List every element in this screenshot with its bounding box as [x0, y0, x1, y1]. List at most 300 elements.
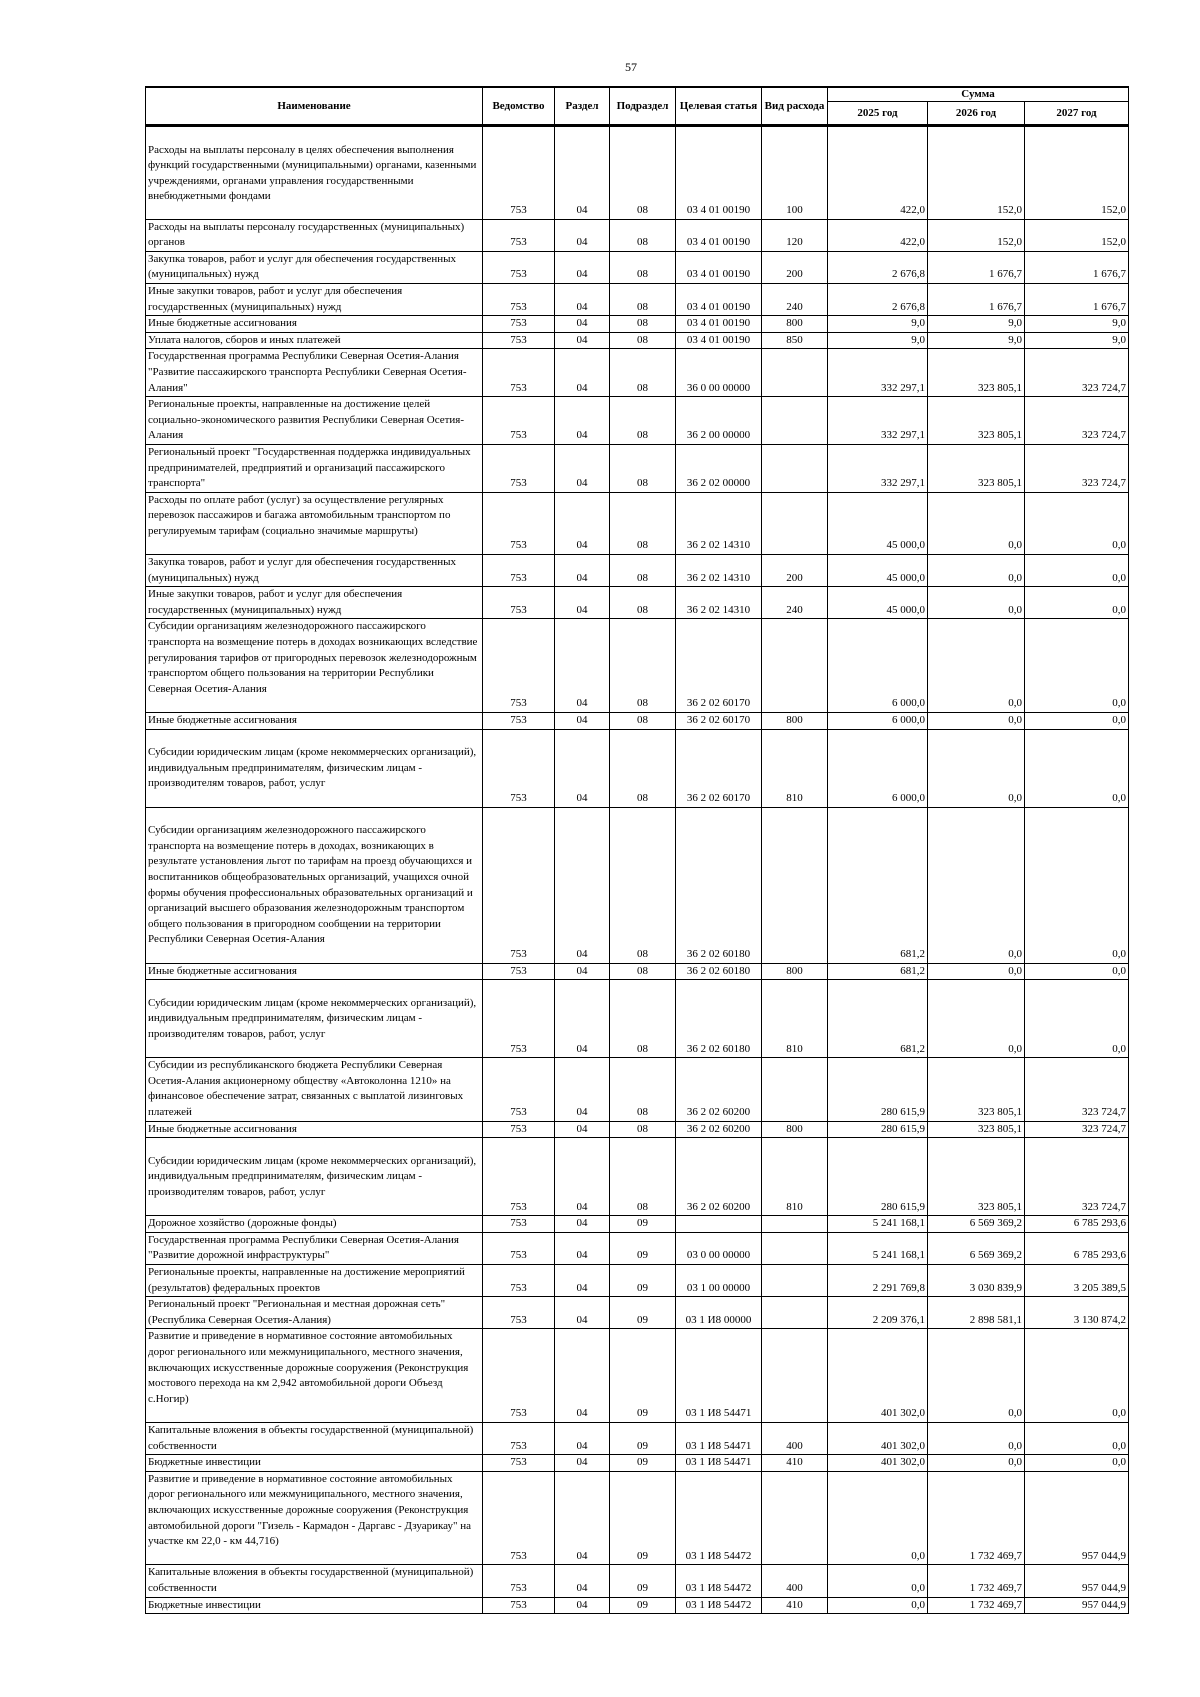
amount-2026-cell: 323 805,1 — [928, 1058, 1025, 1121]
vedomstvo-cell: 753 — [483, 1455, 555, 1472]
amount-2026-cell: 1 732 469,7 — [928, 1471, 1025, 1565]
vid-raskhoda-cell: 810 — [762, 1138, 828, 1216]
table-row — [146, 397, 1129, 445]
row-name-cell: Дорожное хозяйство (дорожные фонды) — [146, 1216, 483, 1233]
amount-2025-cell: 6 000,0 — [828, 729, 928, 807]
amount-2026-cell: 0,0 — [928, 1422, 1025, 1454]
amount-2025-cell: 45 000,0 — [828, 555, 928, 587]
celevaya-statya-cell: 36 2 00 00000 — [676, 397, 762, 445]
podrazdel-cell: 08 — [610, 126, 676, 220]
amount-2027-cell: 323 724,7 — [1025, 1121, 1129, 1138]
amount-2027-cell: 1 676,7 — [1025, 283, 1129, 315]
vedomstvo-cell: 753 — [483, 1216, 555, 1233]
amount-2027-cell: 0,0 — [1025, 729, 1129, 807]
amount-2025-cell: 2 676,8 — [828, 251, 928, 283]
amount-2027-cell: 323 724,7 — [1025, 1058, 1129, 1121]
vedomstvo-cell: 753 — [483, 619, 555, 713]
razdel-cell: 04 — [555, 713, 610, 730]
table-row — [146, 1422, 1129, 1454]
amount-2026-cell: 323 805,1 — [928, 397, 1025, 445]
vid-raskhoda-cell: 800 — [762, 713, 828, 730]
vedomstvo-cell: 753 — [483, 1565, 555, 1597]
amount-2026-cell: 152,0 — [928, 126, 1025, 220]
celevaya-statya-cell: 36 2 02 60180 — [676, 980, 762, 1058]
vedomstvo-cell: 753 — [483, 492, 555, 554]
amount-2027-cell: 323 724,7 — [1025, 1138, 1129, 1216]
row-name-cell: Иные бюджетные ассигнования — [146, 1121, 483, 1138]
vid-raskhoda-cell: 100 — [762, 126, 828, 220]
amount-2026-cell: 0,0 — [928, 492, 1025, 554]
vedomstvo-cell: 753 — [483, 126, 555, 220]
amount-2027-cell: 0,0 — [1025, 807, 1129, 963]
vid-raskhoda-cell — [762, 1329, 828, 1423]
table-row — [146, 980, 1129, 1058]
table-row — [146, 1058, 1129, 1121]
amount-2025-cell: 45 000,0 — [828, 587, 928, 619]
razdel-cell: 04 — [555, 1121, 610, 1138]
podrazdel-cell: 08 — [610, 444, 676, 492]
razdel-cell: 04 — [555, 729, 610, 807]
row-name-cell: Бюджетные инвестиции — [146, 1597, 483, 1614]
podrazdel-cell: 08 — [610, 1058, 676, 1121]
amount-2026-cell: 0,0 — [928, 1329, 1025, 1423]
amount-2026-cell: 0,0 — [928, 963, 1025, 980]
table-row — [146, 126, 1129, 220]
row-name-cell: Иные бюджетные ассигнования — [146, 963, 483, 980]
vedomstvo-cell: 753 — [483, 1297, 555, 1329]
vedomstvo-cell: 753 — [483, 1422, 555, 1454]
row-name-cell: Иные закупки товаров, работ и услуг для обеспечения государственных (муниципальных) нужд — [146, 587, 483, 619]
amount-2027-cell: 6 785 293,6 — [1025, 1216, 1129, 1233]
table-body — [146, 126, 1129, 1614]
table-row — [146, 444, 1129, 492]
amount-2025-cell: 9,0 — [828, 316, 928, 333]
row-name-cell: Субсидии юридическим лицам (кроме некоммерческих организаций), индивидуальным предпринимателям, физическим лицам - производителям товаров, работ, услуг — [146, 1138, 483, 1216]
razdel-cell: 04 — [555, 1232, 610, 1264]
vid-raskhoda-cell: 400 — [762, 1422, 828, 1454]
amount-2026-cell: 1 676,7 — [928, 251, 1025, 283]
celevaya-statya-cell: 03 4 01 00190 — [676, 219, 762, 251]
header-vid-raskhoda: Вид расхода — [762, 87, 828, 126]
vedomstvo-cell: 753 — [483, 251, 555, 283]
table-row — [146, 729, 1129, 807]
celevaya-statya-cell: 03 1 И8 00000 — [676, 1297, 762, 1329]
vid-raskhoda-cell: 200 — [762, 555, 828, 587]
table-row — [146, 349, 1129, 397]
amount-2027-cell: 0,0 — [1025, 963, 1129, 980]
amount-2027-cell: 957 044,9 — [1025, 1471, 1129, 1565]
amount-2025-cell: 401 302,0 — [828, 1329, 928, 1423]
celevaya-statya-cell: 36 2 02 60200 — [676, 1058, 762, 1121]
vid-raskhoda-cell: 400 — [762, 1565, 828, 1597]
vid-raskhoda-cell: 800 — [762, 1121, 828, 1138]
header-name: Наименование — [146, 87, 483, 126]
razdel-cell: 04 — [555, 251, 610, 283]
amount-2027-cell: 0,0 — [1025, 713, 1129, 730]
amount-2027-cell: 0,0 — [1025, 1329, 1129, 1423]
podrazdel-cell: 09 — [610, 1232, 676, 1264]
amount-2027-cell: 152,0 — [1025, 126, 1129, 220]
razdel-cell: 04 — [555, 492, 610, 554]
amount-2026-cell: 323 805,1 — [928, 349, 1025, 397]
header-year-2026: 2026 год — [928, 102, 1025, 126]
vid-raskhoda-cell: 800 — [762, 316, 828, 333]
celevaya-statya-cell: 03 4 01 00190 — [676, 251, 762, 283]
razdel-cell: 04 — [555, 1422, 610, 1454]
amount-2026-cell: 0,0 — [928, 729, 1025, 807]
row-name-cell: Региональные проекты, направленные на достижение целей социально-экономического развития Республики Северная Осетия-Алания — [146, 397, 483, 445]
vid-raskhoda-cell: 800 — [762, 963, 828, 980]
vedomstvo-cell: 753 — [483, 963, 555, 980]
vid-raskhoda-cell — [762, 807, 828, 963]
table-row — [146, 1329, 1129, 1423]
row-name-cell: Региональный проект "Региональная и местная дорожная сеть" (Республика Северная Осетия-Алания) — [146, 1297, 483, 1329]
razdel-cell: 04 — [555, 1329, 610, 1423]
row-name-cell: Иные бюджетные ассигнования — [146, 713, 483, 730]
celevaya-statya-cell: 03 4 01 00190 — [676, 126, 762, 220]
header-year-2027: 2027 год — [1025, 102, 1129, 126]
amount-2026-cell: 1 732 469,7 — [928, 1565, 1025, 1597]
vid-raskhoda-cell — [762, 1058, 828, 1121]
vedomstvo-cell: 753 — [483, 729, 555, 807]
amount-2025-cell: 681,2 — [828, 963, 928, 980]
vid-raskhoda-cell — [762, 1216, 828, 1233]
podrazdel-cell: 08 — [610, 587, 676, 619]
amount-2027-cell: 1 676,7 — [1025, 251, 1129, 283]
vedomstvo-cell: 753 — [483, 807, 555, 963]
razdel-cell: 04 — [555, 1471, 610, 1565]
podrazdel-cell: 08 — [610, 555, 676, 587]
celevaya-statya-cell: 03 1 И8 54472 — [676, 1471, 762, 1565]
podrazdel-cell: 09 — [610, 1471, 676, 1565]
vid-raskhoda-cell: 410 — [762, 1597, 828, 1614]
budget-table-wrapper — [145, 86, 1128, 1614]
amount-2025-cell: 280 615,9 — [828, 1058, 928, 1121]
razdel-cell: 04 — [555, 316, 610, 333]
podrazdel-cell: 09 — [610, 1297, 676, 1329]
table-row — [146, 587, 1129, 619]
podrazdel-cell: 08 — [610, 349, 676, 397]
razdel-cell: 04 — [555, 397, 610, 445]
podrazdel-cell: 08 — [610, 492, 676, 554]
amount-2026-cell: 0,0 — [928, 619, 1025, 713]
amount-2025-cell: 280 615,9 — [828, 1121, 928, 1138]
podrazdel-cell: 09 — [610, 1264, 676, 1296]
amount-2025-cell: 6 000,0 — [828, 619, 928, 713]
vid-raskhoda-cell: 200 — [762, 251, 828, 283]
amount-2026-cell: 323 805,1 — [928, 444, 1025, 492]
row-name-cell: Уплата налогов, сборов и иных платежей — [146, 332, 483, 349]
row-name-cell: Развитие и приведение в нормативное состояние автомобильных дорог регионального или межмуниципального, местного значения, включающих искусственные дорожные сооружения (Реконструкция автомобильной дороги "Гизель - Кармадон - Даргавс - Дзуарикау" на участке км 22,0 - км 44,716) — [146, 1471, 483, 1565]
amount-2025-cell: 45 000,0 — [828, 492, 928, 554]
vid-raskhoda-cell — [762, 397, 828, 445]
amount-2025-cell: 5 241 168,1 — [828, 1216, 928, 1233]
row-name-cell: Субсидии юридическим лицам (кроме некоммерческих организаций), индивидуальным предпринимателям, физическим лицам - производителям товаров, работ, услуг — [146, 729, 483, 807]
amount-2025-cell: 401 302,0 — [828, 1455, 928, 1472]
razdel-cell: 04 — [555, 1264, 610, 1296]
amount-2027-cell: 6 785 293,6 — [1025, 1232, 1129, 1264]
amount-2025-cell: 681,2 — [828, 980, 928, 1058]
amount-2025-cell: 9,0 — [828, 332, 928, 349]
amount-2026-cell: 0,0 — [928, 555, 1025, 587]
razdel-cell: 04 — [555, 555, 610, 587]
table-row — [146, 219, 1129, 251]
amount-2027-cell: 0,0 — [1025, 555, 1129, 587]
amount-2027-cell: 0,0 — [1025, 492, 1129, 554]
celevaya-statya-cell: 36 2 02 14310 — [676, 555, 762, 587]
table-row — [146, 492, 1129, 554]
row-name-cell: Государственная программа Республики Северная Осетия-Алания "Развитие дорожной инфраструктуры" — [146, 1232, 483, 1264]
amount-2026-cell: 152,0 — [928, 219, 1025, 251]
podrazdel-cell: 08 — [610, 729, 676, 807]
vedomstvo-cell: 753 — [483, 1264, 555, 1296]
podrazdel-cell: 08 — [610, 316, 676, 333]
amount-2026-cell: 323 805,1 — [928, 1138, 1025, 1216]
row-name-cell: Субсидии юридическим лицам (кроме некоммерческих организаций), индивидуальным предпринимателям, физическим лицам - производителям товаров, работ, услуг — [146, 980, 483, 1058]
row-name-cell: Закупка товаров, работ и услуг для обеспечения государственных (муниципальных) нужд — [146, 555, 483, 587]
vedomstvo-cell: 753 — [483, 1597, 555, 1614]
razdel-cell: 04 — [555, 332, 610, 349]
header-summa: Сумма — [828, 87, 1129, 102]
vid-raskhoda-cell — [762, 619, 828, 713]
amount-2026-cell: 9,0 — [928, 332, 1025, 349]
amount-2026-cell: 6 569 369,2 — [928, 1232, 1025, 1264]
amount-2025-cell: 0,0 — [828, 1565, 928, 1597]
razdel-cell: 04 — [555, 1138, 610, 1216]
amount-2025-cell: 2 676,8 — [828, 283, 928, 315]
table-row — [146, 619, 1129, 713]
amount-2025-cell: 332 297,1 — [828, 397, 928, 445]
amount-2026-cell: 9,0 — [928, 316, 1025, 333]
amount-2025-cell: 332 297,1 — [828, 444, 928, 492]
header-podrazdel: Подраздел — [610, 87, 676, 126]
podrazdel-cell: 08 — [610, 807, 676, 963]
podrazdel-cell: 08 — [610, 332, 676, 349]
table-row — [146, 316, 1129, 333]
amount-2025-cell: 280 615,9 — [828, 1138, 928, 1216]
amount-2027-cell: 3 205 389,5 — [1025, 1264, 1129, 1296]
vid-raskhoda-cell: 810 — [762, 980, 828, 1058]
podrazdel-cell: 08 — [610, 1138, 676, 1216]
podrazdel-cell: 09 — [610, 1422, 676, 1454]
row-name-cell: Иные закупки товаров, работ и услуг для обеспечения государственных (муниципальных) нужд — [146, 283, 483, 315]
amount-2027-cell: 323 724,7 — [1025, 349, 1129, 397]
amount-2027-cell: 0,0 — [1025, 587, 1129, 619]
amount-2027-cell: 323 724,7 — [1025, 444, 1129, 492]
table-row — [146, 1138, 1129, 1216]
razdel-cell: 04 — [555, 980, 610, 1058]
amount-2026-cell: 0,0 — [928, 807, 1025, 963]
podrazdel-cell: 08 — [610, 397, 676, 445]
celevaya-statya-cell: 36 2 02 14310 — [676, 587, 762, 619]
vedomstvo-cell: 753 — [483, 1232, 555, 1264]
vedomstvo-cell: 753 — [483, 1138, 555, 1216]
amount-2027-cell: 9,0 — [1025, 332, 1129, 349]
amount-2027-cell: 0,0 — [1025, 1455, 1129, 1472]
amount-2025-cell: 0,0 — [828, 1597, 928, 1614]
celevaya-statya-cell: 36 2 02 60170 — [676, 713, 762, 730]
amount-2025-cell: 681,2 — [828, 807, 928, 963]
razdel-cell: 04 — [555, 1455, 610, 1472]
amount-2026-cell: 0,0 — [928, 980, 1025, 1058]
razdel-cell: 04 — [555, 963, 610, 980]
celevaya-statya-cell: 36 2 02 60180 — [676, 963, 762, 980]
table-row — [146, 807, 1129, 963]
vedomstvo-cell: 753 — [483, 283, 555, 315]
celevaya-statya-cell: 03 4 01 00190 — [676, 283, 762, 315]
table-row — [146, 1565, 1129, 1597]
vid-raskhoda-cell: 120 — [762, 219, 828, 251]
celevaya-statya-cell: 36 2 02 60200 — [676, 1121, 762, 1138]
vedomstvo-cell: 753 — [483, 316, 555, 333]
amount-2025-cell: 2 209 376,1 — [828, 1297, 928, 1329]
razdel-cell: 04 — [555, 1297, 610, 1329]
amount-2027-cell: 957 044,9 — [1025, 1597, 1129, 1614]
amount-2026-cell: 6 569 369,2 — [928, 1216, 1025, 1233]
vedomstvo-cell: 753 — [483, 219, 555, 251]
vedomstvo-cell: 753 — [483, 555, 555, 587]
vedomstvo-cell: 753 — [483, 980, 555, 1058]
vid-raskhoda-cell — [762, 1471, 828, 1565]
header-vedomstvo: Ведомство — [483, 87, 555, 126]
podrazdel-cell: 08 — [610, 1121, 676, 1138]
razdel-cell: 04 — [555, 1058, 610, 1121]
table-row — [146, 555, 1129, 587]
celevaya-statya-cell: 03 1 И8 54471 — [676, 1422, 762, 1454]
header-razdel: Раздел — [555, 87, 610, 126]
celevaya-statya-cell — [676, 1216, 762, 1233]
table-row — [146, 713, 1129, 730]
celevaya-statya-cell: 03 1 И8 54471 — [676, 1329, 762, 1423]
row-name-cell: Развитие и приведение в нормативное состояние автомобильных дорог регионального или межмуниципального, местного значения, включающих искусственные дорожные сооружения (Реконструкция мостового перехода на км 2,942 автомобильной дороги Объезд с.Ногир) — [146, 1329, 483, 1423]
vedomstvo-cell: 753 — [483, 444, 555, 492]
amount-2026-cell: 2 898 581,1 — [928, 1297, 1025, 1329]
amount-2025-cell: 0,0 — [828, 1471, 928, 1565]
celevaya-statya-cell: 36 0 00 00000 — [676, 349, 762, 397]
celevaya-statya-cell: 03 1 И8 54471 — [676, 1455, 762, 1472]
amount-2025-cell: 6 000,0 — [828, 713, 928, 730]
row-name-cell: Закупка товаров, работ и услуг для обеспечения государственных (муниципальных) нужд — [146, 251, 483, 283]
razdel-cell: 04 — [555, 807, 610, 963]
podrazdel-cell: 09 — [610, 1216, 676, 1233]
row-name-cell: Капитальные вложения в объекты государственной (муниципальной) собственности — [146, 1565, 483, 1597]
amount-2026-cell: 1 732 469,7 — [928, 1597, 1025, 1614]
vedomstvo-cell: 753 — [483, 397, 555, 445]
row-name-cell: Государственная программа Республики Северная Осетия-Алания "Развитие пассажирского транспорта Республики Северная Осетия-Алания" — [146, 349, 483, 397]
amount-2027-cell: 323 724,7 — [1025, 397, 1129, 445]
razdel-cell: 04 — [555, 587, 610, 619]
celevaya-statya-cell: 36 2 02 60170 — [676, 729, 762, 807]
razdel-cell: 04 — [555, 219, 610, 251]
amount-2026-cell: 3 030 839,9 — [928, 1264, 1025, 1296]
amount-2027-cell: 0,0 — [1025, 619, 1129, 713]
row-name-cell: Иные бюджетные ассигнования — [146, 316, 483, 333]
podrazdel-cell: 08 — [610, 283, 676, 315]
vid-raskhoda-cell: 850 — [762, 332, 828, 349]
vedomstvo-cell: 753 — [483, 587, 555, 619]
vid-raskhoda-cell: 240 — [762, 283, 828, 315]
razdel-cell: 04 — [555, 619, 610, 713]
razdel-cell: 04 — [555, 283, 610, 315]
vid-raskhoda-cell — [762, 349, 828, 397]
vedomstvo-cell: 753 — [483, 713, 555, 730]
celevaya-statya-cell: 36 2 02 60170 — [676, 619, 762, 713]
amount-2027-cell: 9,0 — [1025, 316, 1129, 333]
vedomstvo-cell: 753 — [483, 349, 555, 397]
celevaya-statya-cell: 03 4 01 00190 — [676, 332, 762, 349]
amount-2025-cell: 2 291 769,8 — [828, 1264, 928, 1296]
amount-2025-cell: 401 302,0 — [828, 1422, 928, 1454]
amount-2027-cell: 957 044,9 — [1025, 1565, 1129, 1597]
table-row — [146, 251, 1129, 283]
amount-2025-cell: 422,0 — [828, 126, 928, 220]
celevaya-statya-cell: 36 2 02 60180 — [676, 807, 762, 963]
amount-2025-cell: 332 297,1 — [828, 349, 928, 397]
celevaya-statya-cell: 36 2 02 60200 — [676, 1138, 762, 1216]
budget-table — [145, 86, 1129, 1614]
table-row — [146, 283, 1129, 315]
amount-2026-cell: 1 676,7 — [928, 283, 1025, 315]
vedomstvo-cell: 753 — [483, 1121, 555, 1138]
podrazdel-cell: 09 — [610, 1455, 676, 1472]
podrazdel-cell: 08 — [610, 713, 676, 730]
row-name-cell: Расходы по оплате работ (услуг) за осуществление регулярных перевозок пассажиров и багажа автомобильным транспортом по регулируемым тарифам (социально значимые маршруты) — [146, 492, 483, 554]
header-celevaya-statya: Целевая статья — [676, 87, 762, 126]
celevaya-statya-cell: 36 2 02 14310 — [676, 492, 762, 554]
amount-2027-cell: 0,0 — [1025, 1422, 1129, 1454]
table-header — [146, 87, 1129, 126]
amount-2026-cell: 0,0 — [928, 1455, 1025, 1472]
row-name-cell: Региональный проект "Государственная поддержка индивидуальных предпринимателей, предприятий и организаций пассажирского транспорта" — [146, 444, 483, 492]
table-row — [146, 1121, 1129, 1138]
amount-2027-cell: 0,0 — [1025, 980, 1129, 1058]
table-row — [146, 332, 1129, 349]
row-name-cell: Региональные проекты, направленные на достижение мероприятий (результатов) федеральных проектов — [146, 1264, 483, 1296]
row-name-cell: Субсидии из республиканского бюджета Республики Северная Осетия-Алания акционерному обществу «Автоколонна 1210» на финансовое обеспечение затрат, связанных с выплатой лизинговых платежей — [146, 1058, 483, 1121]
vid-raskhoda-cell: 810 — [762, 729, 828, 807]
celevaya-statya-cell: 36 2 02 00000 — [676, 444, 762, 492]
amount-2027-cell: 3 130 874,2 — [1025, 1297, 1129, 1329]
table-row — [146, 1297, 1129, 1329]
podrazdel-cell: 09 — [610, 1329, 676, 1423]
vid-raskhoda-cell — [762, 492, 828, 554]
razdel-cell: 04 — [555, 444, 610, 492]
razdel-cell: 04 — [555, 349, 610, 397]
table-row — [146, 1216, 1129, 1233]
podrazdel-cell: 08 — [610, 963, 676, 980]
table-row — [146, 1232, 1129, 1264]
row-name-cell: Субсидии организациям железнодорожного пассажирского транспорта на возмещение потерь в доходах возникающих вследствие регулирования тарифов от пригородных перевозок железнодорожным транспортом общего пользования на территории Республики Северная Осетия-Алания — [146, 619, 483, 713]
table-row — [146, 1455, 1129, 1472]
row-name-cell: Субсидии организациям железнодорожного пассажирского транспорта на возмещение потерь в доходах, возникающих в результате установления льгот по тарифам на проезд обучающихся и воспитанников общеобразовательных организаций, учащихся очной формы обучения профессиональных образовательных организаций и организаций высшего образования железнодорожным транспортом общего пользования в пригородном сообщении на территории Республики Северная Осетия-Алания — [146, 807, 483, 963]
table-row — [146, 963, 1129, 980]
celevaya-statya-cell: 03 1 И8 54472 — [676, 1597, 762, 1614]
podrazdel-cell: 09 — [610, 1597, 676, 1614]
header-year-2025: 2025 год — [828, 102, 928, 126]
row-name-cell: Расходы на выплаты персоналу государственных (муниципальных) органов — [146, 219, 483, 251]
table-row — [146, 1264, 1129, 1296]
amount-2026-cell: 323 805,1 — [928, 1121, 1025, 1138]
amount-2026-cell: 0,0 — [928, 713, 1025, 730]
vid-raskhoda-cell — [762, 444, 828, 492]
razdel-cell: 04 — [555, 1216, 610, 1233]
celevaya-statya-cell: 03 1 И8 54472 — [676, 1565, 762, 1597]
vedomstvo-cell: 753 — [483, 332, 555, 349]
razdel-cell: 04 — [555, 126, 610, 220]
page-number: 57 — [625, 60, 637, 74]
vedomstvo-cell: 753 — [483, 1471, 555, 1565]
celevaya-statya-cell: 03 1 00 00000 — [676, 1264, 762, 1296]
